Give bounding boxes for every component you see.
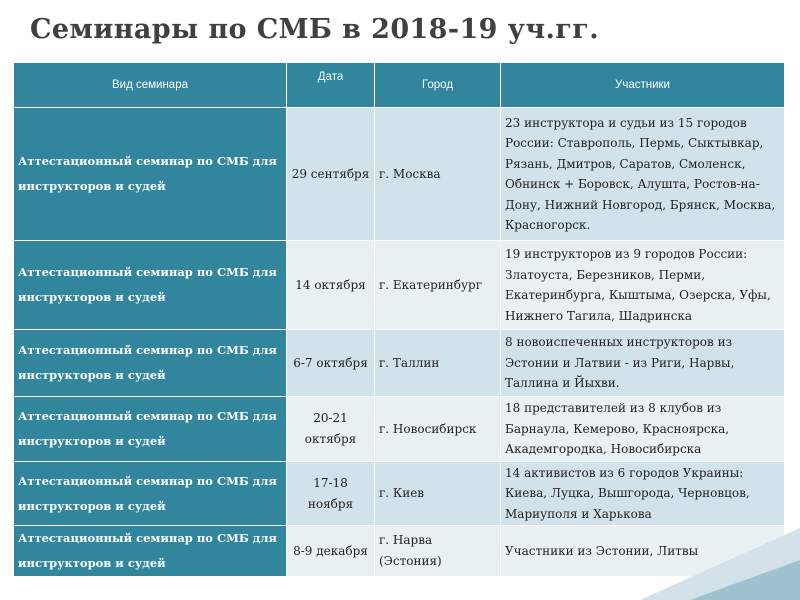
- cell-seminar-type: Аттестационный семинар по СМБ для инструкторов и судей: [14, 462, 287, 526]
- table-row: [14, 241, 785, 330]
- table-row: [14, 108, 785, 241]
- seminars-table: [13, 62, 785, 577]
- cell-date: 6-7 октября: [287, 330, 375, 397]
- cell-participants: 8 новоиспеченных инструкторов из Эстонии и Латвии - из Риги, Нарвы, Таллина и Йыхви.: [501, 330, 785, 397]
- cell-city: г. Новосибирск: [375, 397, 501, 462]
- cell-date: 29 сентября: [287, 108, 375, 241]
- cell-city: г. Киев: [375, 462, 501, 526]
- header-participants: Участники: [501, 63, 785, 108]
- page-title: Семинары по СМБ в 2018-19 уч.гг.: [30, 14, 599, 45]
- cell-city: г. Таллин: [375, 330, 501, 397]
- cell-date: 17-18 ноября: [287, 462, 375, 526]
- cell-city: г. Москва: [375, 108, 501, 241]
- cell-seminar-type: Аттестационный семинар по СМБ для инструкторов и судей: [14, 241, 287, 330]
- table-header-row: [14, 63, 785, 108]
- cell-seminar-type: Аттестационный семинар по СМБ для инструкторов и судей: [14, 108, 287, 241]
- header-date: Дата: [287, 63, 375, 108]
- cell-participants: 14 активистов из 6 городов Украины: Киева, Луцка, Вышгорода, Черновцов, Мариуполя и Харькова: [501, 462, 785, 526]
- header-type: Вид семинара: [14, 63, 287, 108]
- cell-date: 8-9 декабря: [287, 526, 375, 577]
- table-row: [14, 397, 785, 462]
- cell-participants: 19 инструкторов из 9 городов России: Златоуста, Березников, Перми, Екатеринбурга, Кыштыма, Озерска, Уфы, Нижнего Тагила, Шадринска: [501, 241, 785, 330]
- cell-participants: Участники из Эстонии, Литвы: [501, 526, 785, 577]
- table-row: [14, 462, 785, 526]
- cell-date: 20-21 октября: [287, 397, 375, 462]
- decorative-corner-accent: [690, 560, 800, 600]
- cell-seminar-type: Аттестационный семинар по СМБ для инструкторов и судей: [14, 330, 287, 397]
- cell-seminar-type: Аттестационный семинар по СМБ для инструкторов и судей: [14, 526, 287, 577]
- cell-participants: 18 представителей из 8 клубов из Барнаула, Кемерово, Красноярска, Академгородка, Новосибирска: [501, 397, 785, 462]
- cell-seminar-type: Аттестационный семинар по СМБ для инструкторов и судей: [14, 397, 287, 462]
- cell-city: г. Нарва (Эстония): [375, 526, 501, 577]
- header-city: Город: [375, 63, 501, 108]
- cell-participants: 23 инструктора и судьи из 15 городов России: Ставрополь, Пермь, Сыктывкар, Рязань, Дмитров, Саратов, Смоленск, Обнинск + Боровск, Алушта, Ростов-на-Дону, Нижний Новгород, Брянск, Москва, Красногорск.: [501, 108, 785, 241]
- table-row: [14, 330, 785, 397]
- cell-date: 14 октября: [287, 241, 375, 330]
- cell-city: г. Екатеринбург: [375, 241, 501, 330]
